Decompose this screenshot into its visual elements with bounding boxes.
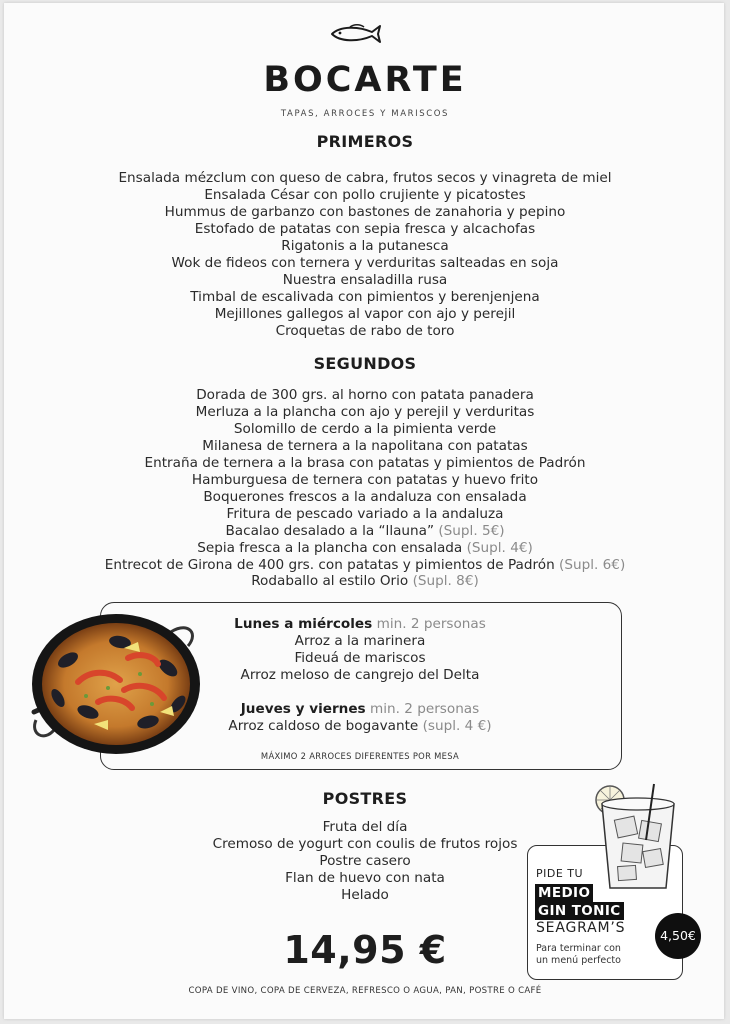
promo-small-line1: Para terminar con bbox=[536, 943, 621, 954]
menu-item-name: Hamburguesa de ternera con patatas y huevo frito bbox=[191, 471, 539, 488]
menu-item: Cremoso de yogurt con coulis de frutos rojos bbox=[212, 835, 518, 852]
menu-item: Croquetas de rabo de toro bbox=[275, 322, 455, 339]
rice-group-2-min: min. 2 personas bbox=[369, 701, 480, 717]
menu-item: Fideuá de mariscos bbox=[294, 650, 426, 666]
menu-item-name: Entrecot de Girona de 400 grs. con patatas y pimientos de Padrón bbox=[104, 556, 555, 573]
rice-group-2-header bbox=[100, 701, 620, 718]
menu-item: Helado bbox=[341, 886, 389, 903]
section-title-primeros: PRIMEROS bbox=[316, 132, 414, 151]
promo-line1: MEDIO bbox=[535, 884, 593, 902]
menu-item: Estofado de patatas con sepia fresca y alcachofas bbox=[194, 220, 536, 237]
menu-item bbox=[0, 506, 730, 523]
menu-item: Mejillones gallegos al vapor con ajo y perejil bbox=[214, 305, 516, 322]
rice-group-1-days: Lunes a miércoles bbox=[234, 616, 373, 632]
menu-item bbox=[0, 455, 730, 472]
fish-icon bbox=[328, 22, 384, 46]
menu-item: Rigatonis a la putanesca bbox=[281, 237, 449, 254]
menu-item: Fruta del día bbox=[322, 819, 408, 835]
menu-item: Arroz a la marinera bbox=[294, 633, 426, 649]
brand-name: BOCARTE bbox=[263, 60, 467, 100]
menu-item: Timbal de escalivada con pimientos y berenjenjena bbox=[190, 288, 540, 305]
menu-item-name: Dorada de 300 grs. al horno con patata panadera bbox=[196, 387, 534, 403]
menu-item-name: Entraña de ternera a la brasa con patatas y pimientos de Padrón bbox=[144, 454, 586, 471]
menu-item bbox=[0, 387, 730, 404]
menu-item-name: Boquerones frescos a la andaluza con ensalada bbox=[203, 488, 527, 505]
menu-item bbox=[0, 557, 730, 574]
promo-small-text bbox=[536, 943, 621, 967]
section-title-postres: POSTRES bbox=[322, 789, 408, 808]
menu-item bbox=[0, 540, 730, 557]
menu-footer-includes: COPA DE VINO, COPA DE CERVEZA, REFRESCO O AGUA, PAN, POSTRE O CAFÉ bbox=[188, 986, 542, 996]
menu-item bbox=[0, 404, 730, 421]
menu-item bbox=[0, 523, 730, 540]
menu-item bbox=[0, 573, 730, 590]
rice-group-2-item: Arroz caldoso de bogavante bbox=[228, 718, 419, 734]
rice-group-2-supl: (supl. 4 €) bbox=[422, 718, 492, 734]
menu-item: Ensalada César con pollo crujiente y picatostes bbox=[204, 186, 526, 203]
menu-item bbox=[0, 472, 730, 489]
menu-item: Nuestra ensaladilla rusa bbox=[282, 271, 448, 288]
segundos-list bbox=[0, 387, 730, 590]
menu-item: Flan de huevo con nata bbox=[285, 869, 445, 886]
promo-price-badge: 4,50€ bbox=[655, 913, 701, 959]
menu-item-supplement: (Supl. 4€) bbox=[466, 539, 533, 556]
primeros-list bbox=[0, 170, 730, 340]
menu-item: Arroz meloso de cangrejo del Delta bbox=[240, 667, 480, 683]
promo-brand: SEAGRAM’S bbox=[536, 920, 626, 936]
rice-group-2-item-row bbox=[100, 718, 620, 735]
menu-item: Ensalada mézclum con queso de cabra, frutos secos y vinagreta de miel bbox=[118, 170, 612, 186]
menu-item-name: Rodaballo al estilo Orio bbox=[251, 573, 409, 590]
gin-tonic-glass-image bbox=[588, 780, 678, 892]
menu-price: 14,95 € bbox=[283, 928, 447, 972]
menu-item: Wok de fideos con ternera y verduritas salteadas en soja bbox=[171, 254, 559, 271]
menu-item-name: Sepia fresca a la plancha con ensalada bbox=[197, 539, 463, 556]
menu-item-name: Fritura de pescado variado a la andaluza bbox=[226, 505, 504, 522]
menu-item: Postre casero bbox=[319, 852, 411, 869]
promo-small-line2: un menú perfecto bbox=[536, 955, 621, 966]
menu-item-supplement: (Supl. 8€) bbox=[412, 573, 479, 590]
rice-group-1-min: min. 2 personas bbox=[376, 616, 486, 632]
promo-pide: PIDE TU bbox=[536, 867, 584, 880]
menu-item bbox=[0, 489, 730, 506]
menu-item-name: Bacalao desalado a la “llauna” bbox=[225, 522, 435, 539]
menu-item-name: Merluza a la plancha con ajo y perejil y verduritas bbox=[195, 403, 535, 420]
menu-item: Hummus de garbanzo con bastones de zanahoria y pepino bbox=[164, 203, 566, 220]
brand-tagline: TAPAS, ARROCES Y MARISCOS bbox=[280, 109, 450, 119]
menu-item bbox=[0, 438, 730, 455]
menu-item-supplement: (Supl. 5€) bbox=[438, 522, 505, 539]
menu-item-name: Milanesa de ternera a la napolitana con patatas bbox=[202, 437, 528, 454]
menu-item-name: Solomillo de cerdo a la pimienta verde bbox=[233, 420, 497, 437]
menu-item bbox=[0, 421, 730, 438]
rice-group-1-header bbox=[100, 616, 620, 633]
rice-group-1-list bbox=[100, 633, 620, 684]
rice-max-note: MÁXIMO 2 ARROCES DIFERENTES POR MESA bbox=[260, 751, 460, 761]
promo-line2: GIN TONIC bbox=[535, 902, 624, 920]
section-title-segundos: SEGUNDOS bbox=[313, 354, 417, 373]
menu-item-supplement: (Supl. 6€) bbox=[559, 556, 626, 573]
rice-group-2-days: Jueves y viernes bbox=[240, 701, 366, 717]
